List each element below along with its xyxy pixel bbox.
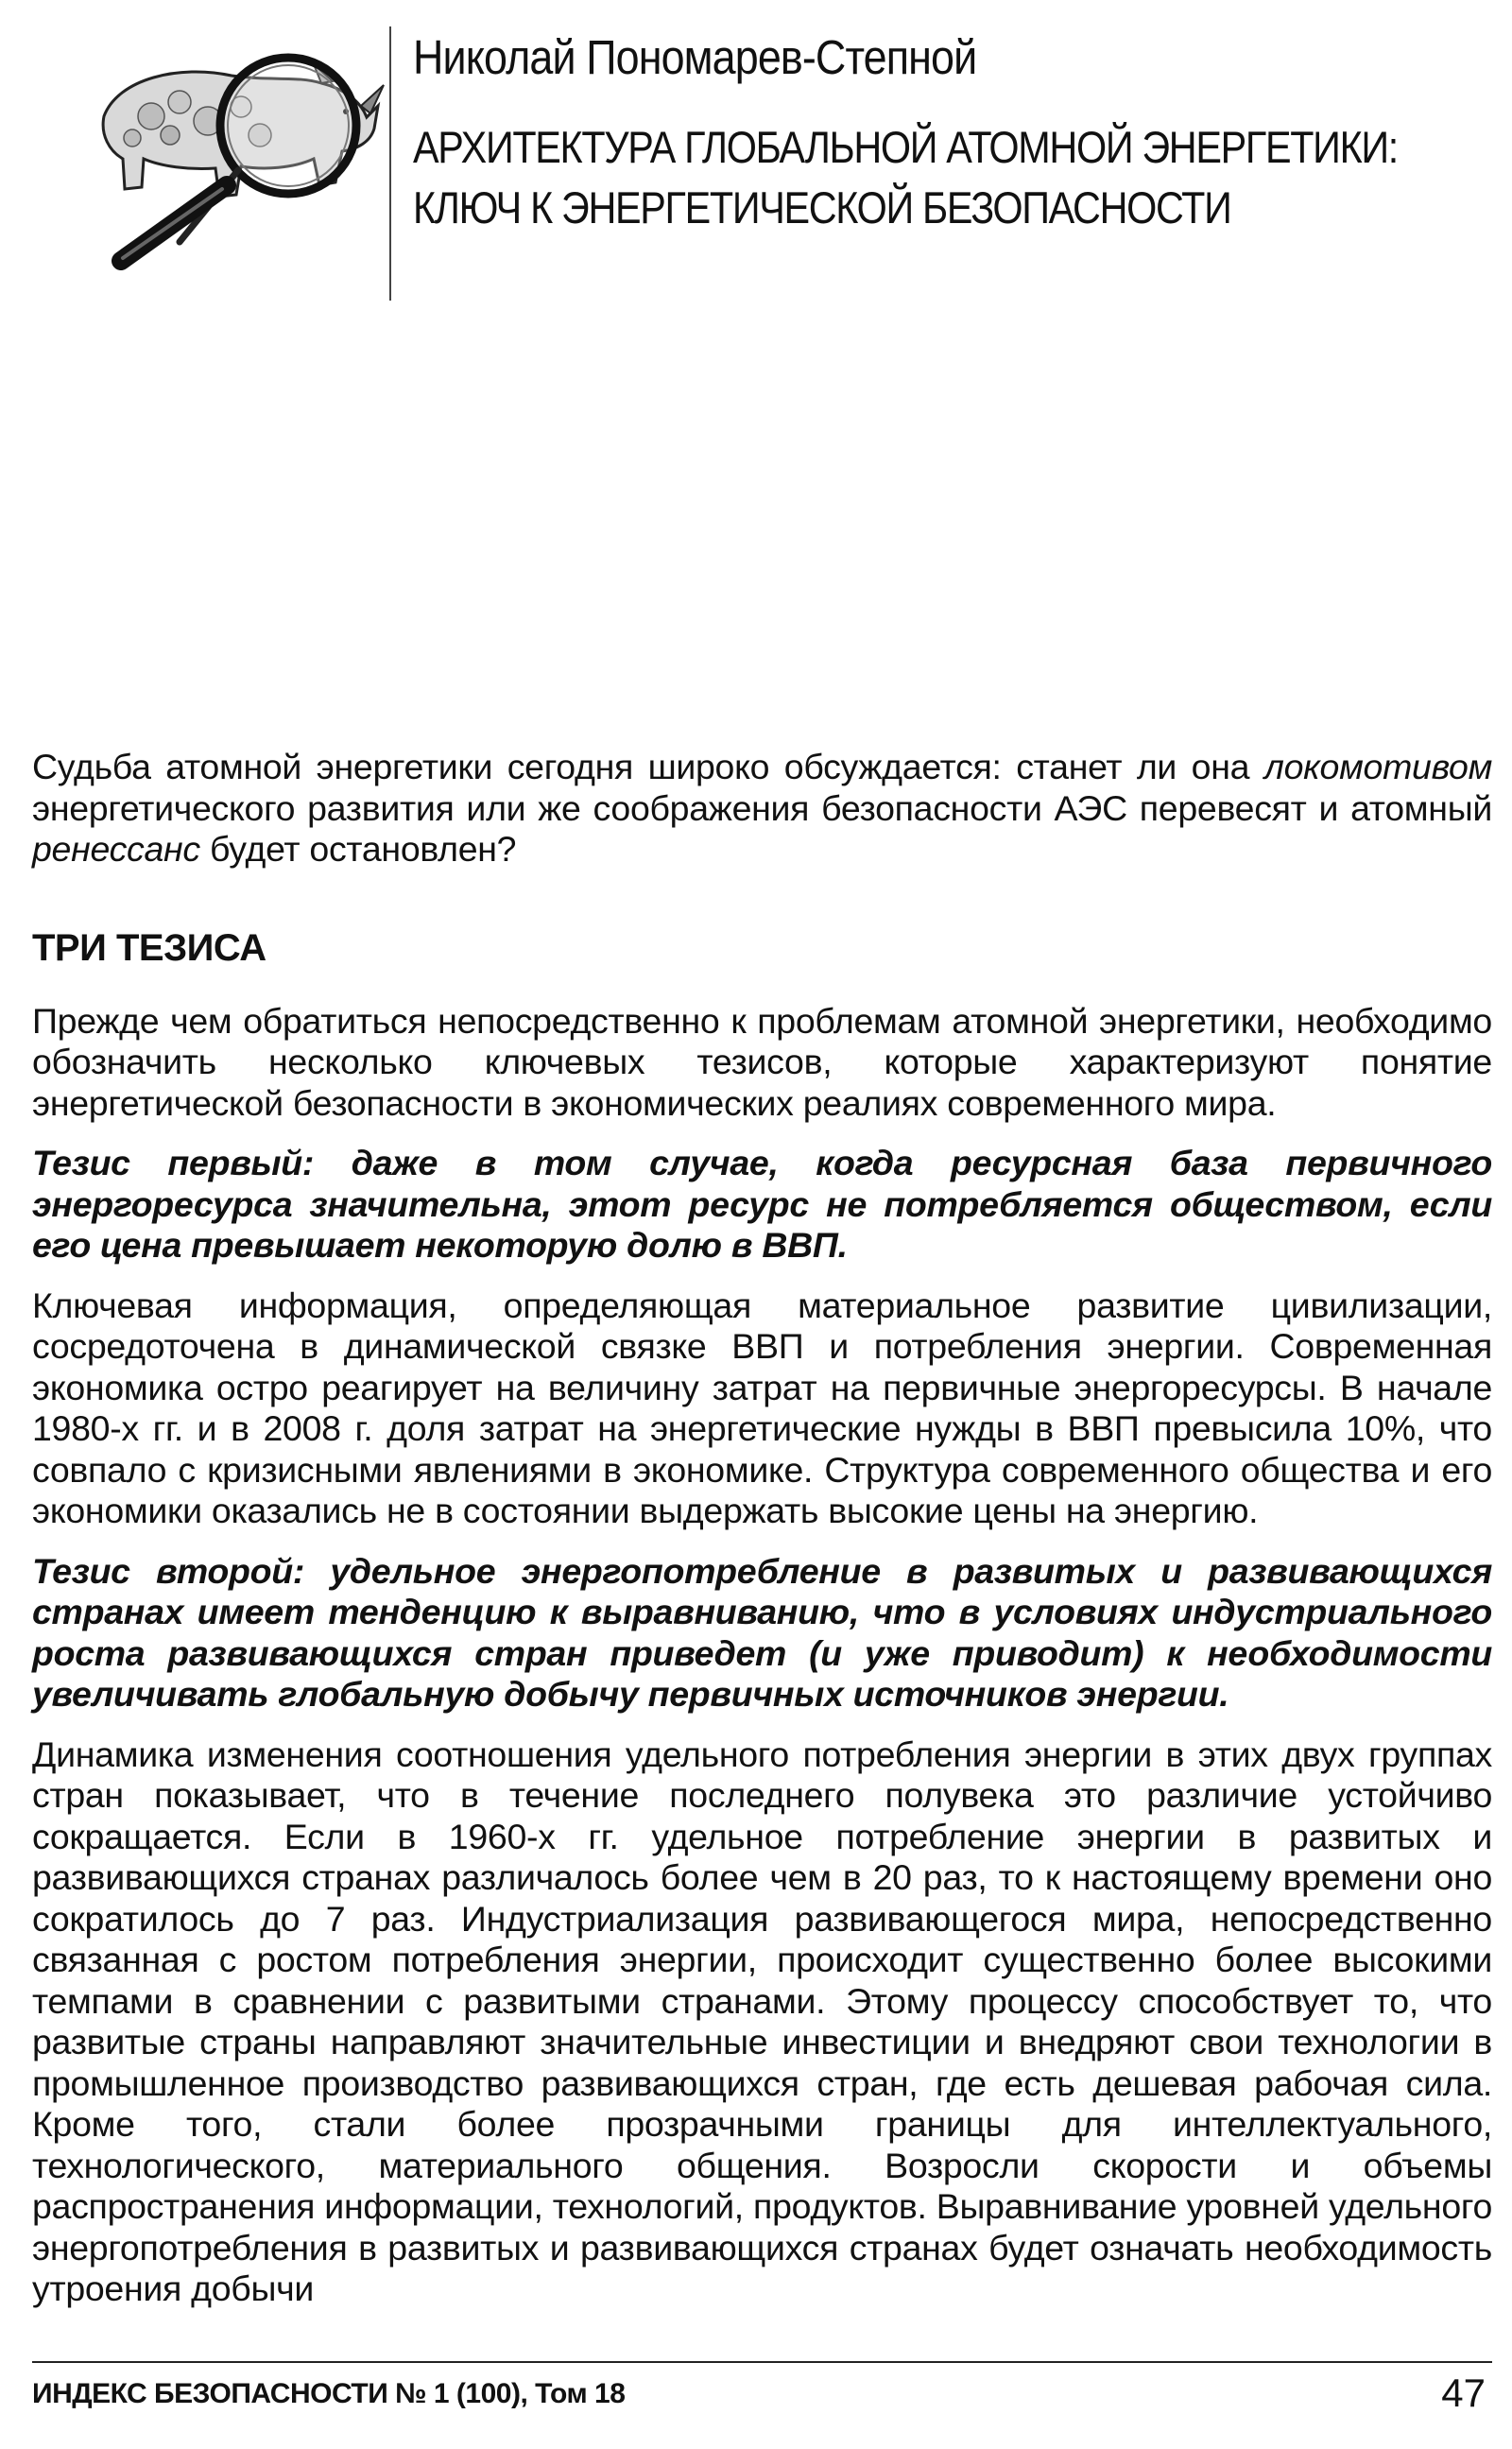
page-number: 47 (1441, 2371, 1486, 2415)
intro-emphasis-2: ренессанс (32, 829, 200, 869)
article-title-line-2: КЛЮЧ К ЭНЕРГЕТИЧЕСКОЙ БЕЗОПАСНОСТИ (413, 182, 1231, 233)
intro-text-2: энергетического развития или же соображения безопасности АЭС перевесят и атомный (32, 787, 1492, 828)
thesis-1: Тезис первый: даже в том случае, когда ресурсная база первичного энергоресурса значительна, этот ресурс не потребляется обществом, если его цена превышает некоторую долю в ВВП. (32, 1143, 1492, 1265)
intro-emphasis-1: локомотивом (1263, 747, 1492, 786)
author-name: Николай Пономарев-Степной (413, 30, 977, 84)
footer-journal-info: ИНДЕКС БЕЗОПАСНОСТИ № 1 (100), Том 18 (32, 2378, 626, 2409)
intro-text-3: будет остановлен? (199, 829, 517, 869)
section-paragraph-1: Прежде чем обратиться непосредственно к проблемам атомной энергетики, необходимо обозначить несколько ключевых тезисов, которые характеризуют понятие энергетической безопасности в экономических реалиях современного мира. (32, 1000, 1492, 1123)
section-paragraph-2: Ключевая информация, определяющая материальное развитие цивилизации, сосредоточена в динамической связке ВВП и потребления энергии. Современная экономика остро реагирует на величину затрат на первичные энергоресурсы. В начале 1980-х гг. и в 2008 г. доля затрат на энергетические нужды в ВВП превысила 10%, что совпало с кризисными явлениями в экономике. Структура современного общества и его экономики оказались не в состоянии выдержать высокие цены на энергию. (32, 1285, 1492, 1530)
intro-text-1: Судьба атомной энергетики сегодня широко обсуждается: станет ли она (32, 747, 1264, 786)
thesis-2: Тезис второй: удельное энергопотребление в развитых и развивающихся странах имеет тенденцию к выравниванию, что в условиях индустриального роста развивающихся стран приведет (и уже приводит) к необходимости увеличивать глобальную добычу первичных источников энергии. (32, 1550, 1492, 1714)
footer-divider (32, 2361, 1492, 2363)
article-title (413, 117, 1398, 238)
section-paragraph-3: Динамика изменения соотношения удельного потребления энергии в этих двух группах стран показывает, что в течение последнего полувека это различие устойчиво сокращается. Если в 1960-х гг. удельное потребление энергии в развитых и развивающихся странах различалось более чем в 20 раз, то к настоящему времени оно сократилось до 7 раз. Индустриализация развивающегося мира, непосредственно связанная с ростом потребления энергии, происходит существенно более высокими темпами в сравнении с развитыми странами. Этому процессу способствует то, что развитые страны направляют значительные инвестиции и внедряют свои технологии в промышленное производство развивающихся стран, где есть дешевая рабочая сила. Кроме того, стали более прозрачными границы для интеллектуального, технологического, материального общения. Возросли скорости и объемы распространения информации, технологий, продуктов. Выравнивание уровней удельного энергопотребления в развитых и развивающихся странах будет означать необходимость утроения добычи (32, 1733, 1492, 2308)
header-divider (389, 26, 391, 301)
intro-paragraph (32, 747, 1492, 871)
section-heading: ТРИ ТЕЗИСА (32, 926, 266, 969)
rhino-magnifier-illustration (66, 26, 387, 272)
article-title-line-1: АРХИТЕКТУРА ГЛОБАЛЬНОЙ АТОМНОЙ ЭНЕРГЕТИКИ: (413, 122, 1398, 172)
article-body (32, 747, 1492, 2310)
